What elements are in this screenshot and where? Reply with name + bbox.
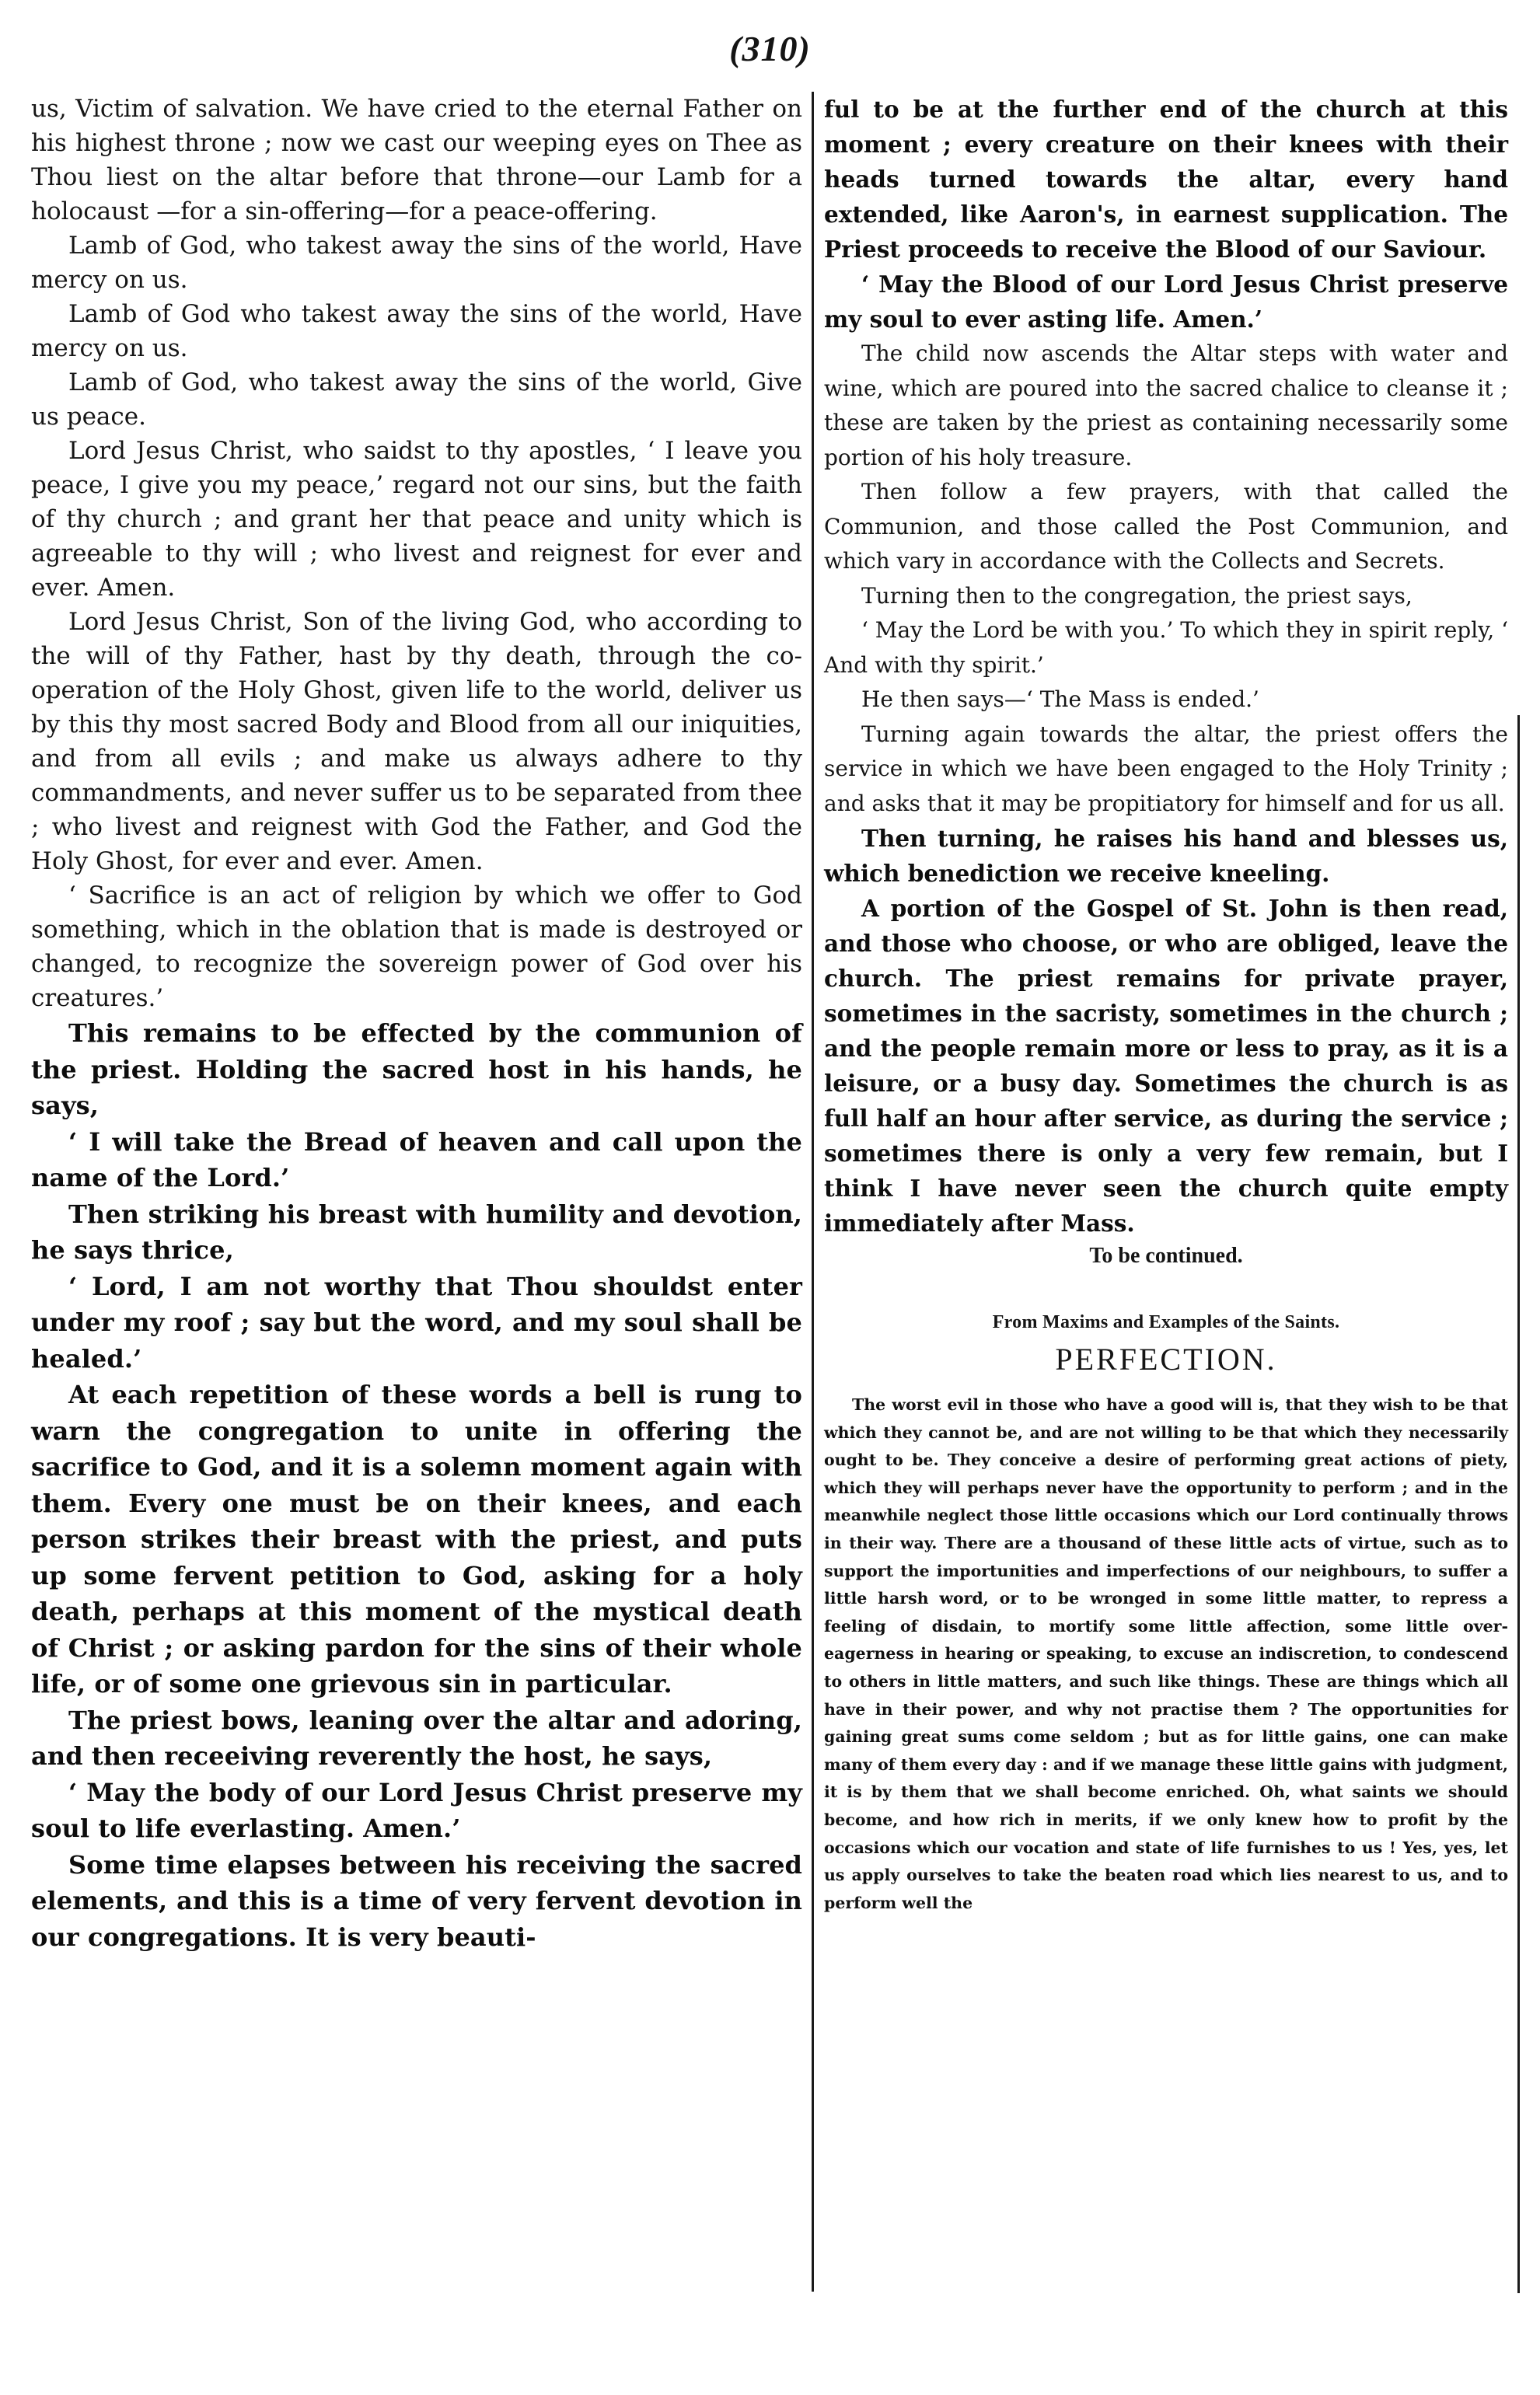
page-number: (310)	[729, 29, 811, 68]
perfection-text: The worst evil in those who have a good will is, that they wish to be that which they cannot be, and are not willing to be that which they necessarily ought to be. They conceive a desire of performing great actions of piety, which they will perhaps never have the opportunity to perform ; and in the meanwhile neglect those little occasions which our Lord continually throws in their way. There are a thousand of these little acts of virtue, such as to support the importunities and imperfections of our neighbours, to suffer a little harsh word, or to be wronged in some little matter, to repress a feeling of disdain, to mortify some little affection, some little over-eagerness in hearing or speaking, to excuse an indiscretion, to condescend to others in little matters, and such like things. These are things which all have in their power, and why not practise them ? The opportunities for gaining great sums come seldom ; but as for little gains, one can make many of them every day : and if we manage these little gains with judgment, it is by them that we shall become enriched. Oh, what saints we should become, and how rich in merits, if we only knew how to profit by the occasions which our vocation and state of life furnishes to us ! Yes, yes, let us apply ourselves to take the beaten road which lies nearest to us, and to perform well the	[824, 1395, 1508, 1912]
paragraph: Lamb of God, who takest away the sins of the world, Give us peace.	[31, 368, 802, 431]
paragraph: ‘ Lord, I am not worthy that Thou shouldst enter under my roof ; say but the word, and my soul shall be healed.’	[31, 1271, 802, 1374]
paragraph: ‘ Sacrifice is an act of religion by which we offer to God something, which in the oblation that is made is destroyed or changed, to recognize the sovereign power of God over his creatures.’	[31, 882, 802, 1012]
column-divider	[812, 92, 814, 2292]
paragraph: Lamb of God, who takest away the sins of the world, Have mercy on us.	[31, 232, 802, 294]
paragraph: Lord Jesus Christ, Son of the living God, who according to the will of thy Father, hast by thy death, through the co-operation of the Holy Ghost, given life to the world, deliver us by this thy most sacred Body and Blood from all our iniquities, and from all evils ; and make us always adhere to thy commandments, and never suffer us to be separated from thee ; who livest and reignest with God the Father, and God the Holy Ghost, for ever and ever. Amen.	[31, 608, 802, 875]
paragraph: ‘ May the Lord be with you.’ To which they in spirit reply, ‘ And with thy spirit.’	[824, 617, 1508, 678]
paragraph: Some time elapses between his receiving the sacred elements, and this is a time of very fervent devotion in our congregations. It is very beauti-	[31, 1849, 802, 1952]
paragraph: ful to be at the further end of the church at this moment ; every creature on their knees with their heads turned towards the altar, every hand extended, like Aaron's, in earnest supplication. The Priest proceeds to receive the Blood of our Saviour.	[824, 96, 1508, 263]
paragraph: Lamb of God who takest away the sins of the world, Have mercy on us.	[31, 300, 802, 362]
paragraph: He then says—‘ The Mass is ended.’	[861, 686, 1259, 712]
paragraph: Turning then to the congregation, the priest says,	[861, 582, 1413, 609]
paragraph: Then follow a few prayers, with that called the Communion, and those called the Post Communion, and which vary in accordance with the Collects and Secrets.	[824, 479, 1508, 574]
paragraph: Turning again towards the altar, the priest offers the service in which we have been engaged to the Holy Trinity ; and asks that it may be propitiatory for himself and for us all.	[824, 721, 1508, 816]
left-column	[31, 92, 802, 1955]
paragraph: Then turning, he raises his hand and blesses us, which benediction we receive kneeling.	[824, 825, 1508, 887]
right-column	[824, 92, 1508, 1917]
continued-note: To be continued.	[1089, 1244, 1243, 1268]
paragraph: Lord Jesus Christ, who saidst to thy apostles, ‘ I leave you peace, I give you my peace,’ regard not our sins, but the faith of thy church ; and grant her that peace and unity which is agreeable to thy will ; who livest and reignest for ever and ever. Amen.	[31, 437, 802, 602]
paragraph: A portion of the Gospel of St. John is then read, and those who choose, or who are obliged, leave the church. The priest remains for private prayer, sometimes in the sacristy, sometimes in the church ; and the people remain more or less to pray, as it is a leisure, or a busy day. Sometimes the church is as full half an hour after service, as during the service ; sometimes there is only a very few remain, but I think I have never seen the church quite empty immediately after Mass.	[824, 895, 1508, 1237]
paragraph: The child now ascends the Altar steps with water and wine, which are poured into the sacred chalice to cleanse it ; these are taken by the priest as containing necessarily some portion of his holy treasure.	[824, 340, 1508, 470]
paragraph: ‘ May the Blood of our Lord Jesus Christ preserve my soul to ever asting life. Amen.’	[824, 271, 1508, 333]
source-line: From Maxims and Examples of the Saints.	[992, 1312, 1340, 1332]
paragraph: ‘ May the body of our Lord Jesus Christ preserve my soul to life everlasting. Amen.’	[31, 1777, 802, 1843]
right-border-rule	[1517, 715, 1520, 2293]
paragraph: At each repetition of these words a bell is rung to warn the congregation to unite in offering the sacrifice to God, and it is a solemn moment again with them. Every one must be on their knees, and each person strikes their breast with the priest, and puts up some fervent petition to God, asking for a holy death, perhaps at this moment of the mystical death of Christ ; or asking pardon for the sins of their whole life, or of some one grievous sin in particular.	[31, 1380, 802, 1698]
paragraph: The priest bows, leaning over the altar and adoring, and then receeiving reverently the host, he says,	[31, 1705, 802, 1771]
section-heading: PERFECTION.	[1055, 1342, 1277, 1377]
paragraph: us, Victim of salvation. We have cried to the eternal Father on his highest throne ; now we cast our weeping eyes on Thee as Thou liest on the altar before that throne—our Lamb for a holocaust —for a sin-offering—for a peace-offering.	[31, 95, 802, 225]
paragraph: Then striking his breast with humility and devotion, he says thrice,	[31, 1199, 802, 1265]
paragraph: This remains to be effected by the communion of the priest. Holding the sacred host in his hands, he says,	[31, 1018, 802, 1120]
paragraph: ‘ I will take the Bread of heaven and call upon the name of the Lord.’	[31, 1126, 802, 1192]
